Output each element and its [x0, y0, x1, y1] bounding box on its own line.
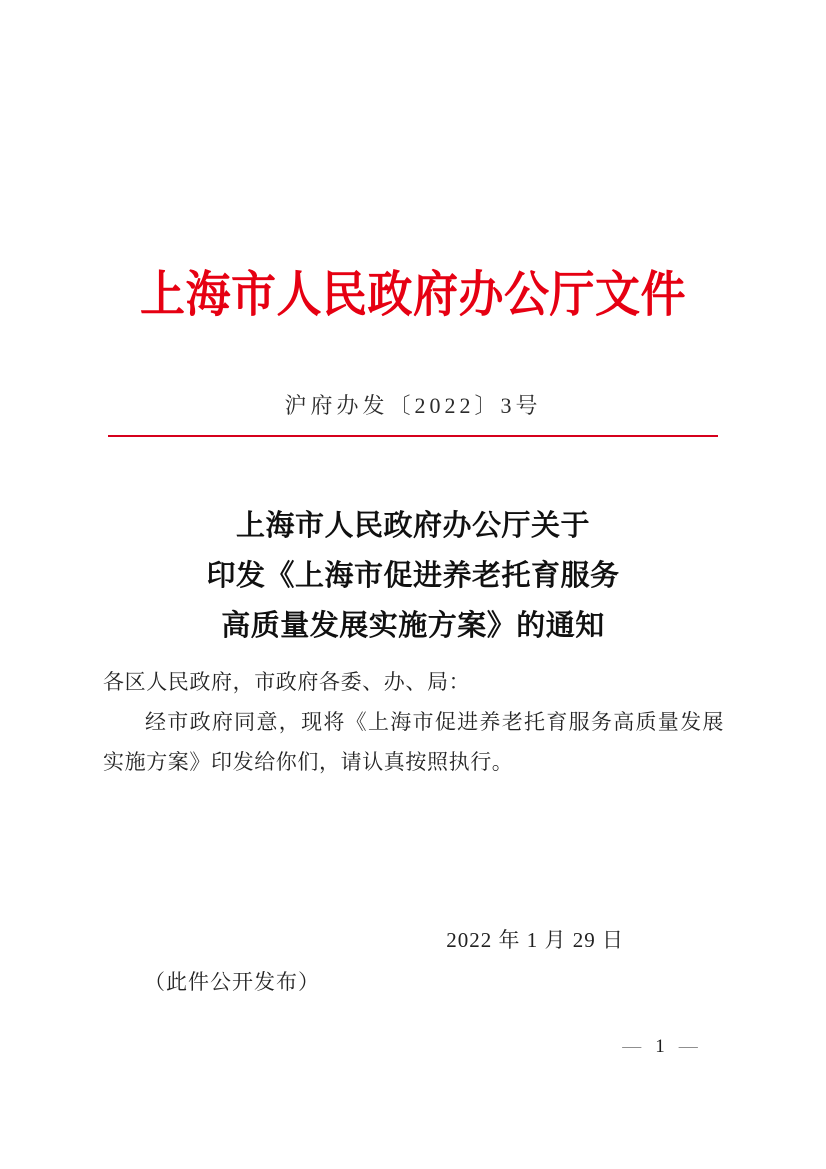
page-number: 1 [655, 1036, 665, 1057]
page-number-footer [585, 1035, 735, 1059]
page-number-dash-left: — [622, 1036, 642, 1057]
document-title [0, 501, 826, 651]
document-title-line-1: 上海市人民政府办公厅关于 [235, 510, 590, 542]
red-divider-rule [108, 435, 718, 437]
document-body [103, 662, 724, 782]
salutation-line: 各区人民政府，市政府各委、办、局： [103, 670, 471, 694]
document-title-line-3: 高质量发展实施方案》的通知 [221, 610, 605, 642]
public-release-note: （此件公开发布） [144, 970, 320, 994]
body-paragraph: 经市政府同意，现将《上海市促进养老托育服务高质量发展实施方案》印发给你们，请认真按照执行。 [103, 710, 724, 774]
document-banner-title: 上海市人民政府办公厅文件 [139, 268, 686, 322]
document-date: 2022 年 1 月 29 日 [446, 928, 624, 952]
document-number: 沪府办发〔2022〕3号 [284, 393, 542, 418]
document-title-line-2: 印发《上海市促进养老托育服务 [206, 560, 620, 592]
page-number-dash-right: — [678, 1036, 698, 1057]
